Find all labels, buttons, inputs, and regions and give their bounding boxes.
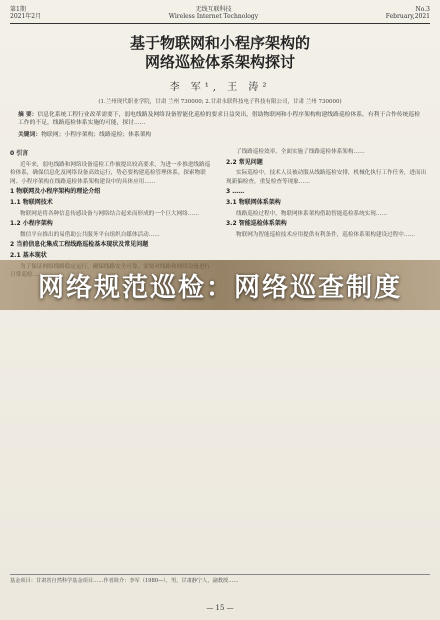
abstract-label: 摘 要： (18, 112, 38, 118)
header-rule (10, 23, 430, 24)
header-issue: 第1期 (10, 6, 26, 13)
abstract (18, 111, 422, 127)
header-date: 2021年2月 (10, 13, 42, 20)
header-date-en: February,2021 (385, 13, 430, 20)
section-heading: 3 …… (226, 188, 245, 196)
header-journal-en: Wireless Internet Technology (168, 13, 259, 20)
page-number: — 15 — (206, 604, 234, 612)
subsection-heading: 1.1 物联网技术 (10, 198, 53, 206)
section-heading: 1 物联网及小程序架构的理论介绍 (10, 188, 101, 196)
keywords-text: 物联网；小程序架构；线路巡检；体系架构 (41, 132, 152, 138)
section-heading: 2 当前信息化集成工程线路巡检基本现状及常见问题 (10, 241, 149, 249)
paper-title (10, 34, 430, 72)
abstract-text: 信息化系统工程行业改革需要下，弱电线路及网络设备智能化巡检的要求日益突出，借助物联网和小程序架构构建线路巡检体系，有利于合作传统巡检工作的不足，线路巡检体系实施的可能，探讨…… (18, 112, 421, 126)
overlay-banner (0, 260, 440, 310)
paragraph: 物联网为智能巡检技术应用提供有利条件，巡检体系架构建设过程中…… (236, 231, 416, 238)
affiliation: (1.兰州现代职业学院，甘肃 兰州 730000; 2.甘肃永联科技电子科技有限公司，甘肃 兰州 730000) (98, 99, 342, 105)
header-issue-en: No.3 (415, 6, 430, 13)
paragraph: 实际巡检中，技术人员被动服从线路巡检安排，机械化执行工作任务，进而出现新偏检查，重复检查等现象…… (226, 170, 427, 185)
title-line-1: 基于物联网和小程序架构的 (129, 34, 310, 52)
paragraph: 微信平台推出的易借助公共服务平台组织自媒体活动…… (20, 231, 160, 238)
authors: 李 军¹, 王 涛² (169, 82, 271, 93)
header-journal-cn: 无线互联科技 (195, 6, 232, 13)
subsection-heading: 3.2 智能巡检体系架构 (226, 220, 287, 228)
title-line-2: 网络巡检体系架构探讨 (144, 53, 295, 71)
subsection-heading: 1.2 小程序架构 (10, 220, 53, 228)
keywords-label: 关键词： (18, 132, 42, 138)
subsection-heading: 2.2 常见问题 (226, 158, 263, 166)
paragraph: 线路巡检过程中，物联网体系架构借助智能巡检系统实现…… (236, 210, 388, 217)
footnote: 基金项目：甘肃省自然科学基金项目……作者简介：李军（1980—），男，甘肃静宁人，副教授…… (10, 574, 430, 585)
subsection-heading: 3.1 物联网体系架构 (226, 198, 281, 206)
banner-text: 网络规范巡检：网络巡查制度 (37, 272, 402, 303)
paragraph: 近年来，弱电线路和网络设备巡检工作被提出较高要求，为进一步推进线路巡检体系，确保信息化及网络设备高效运行，势必要构建巡检管理体系，探索物联网、小程序架构在线路巡检体系架构建设中的具体应用…… (10, 161, 211, 185)
running-header (10, 6, 430, 20)
paragraph: 物联网是将各种信息传感设备与网络结合起来而形成的一个巨大网络…… (20, 210, 200, 217)
subsection-heading: 2.1 基本现状 (10, 251, 47, 259)
paragraph: 了线路巡检效率，全面实施了线路巡检体系架构…… (236, 149, 365, 155)
keywords (18, 129, 422, 138)
section-heading: 0 引言 (10, 150, 29, 157)
